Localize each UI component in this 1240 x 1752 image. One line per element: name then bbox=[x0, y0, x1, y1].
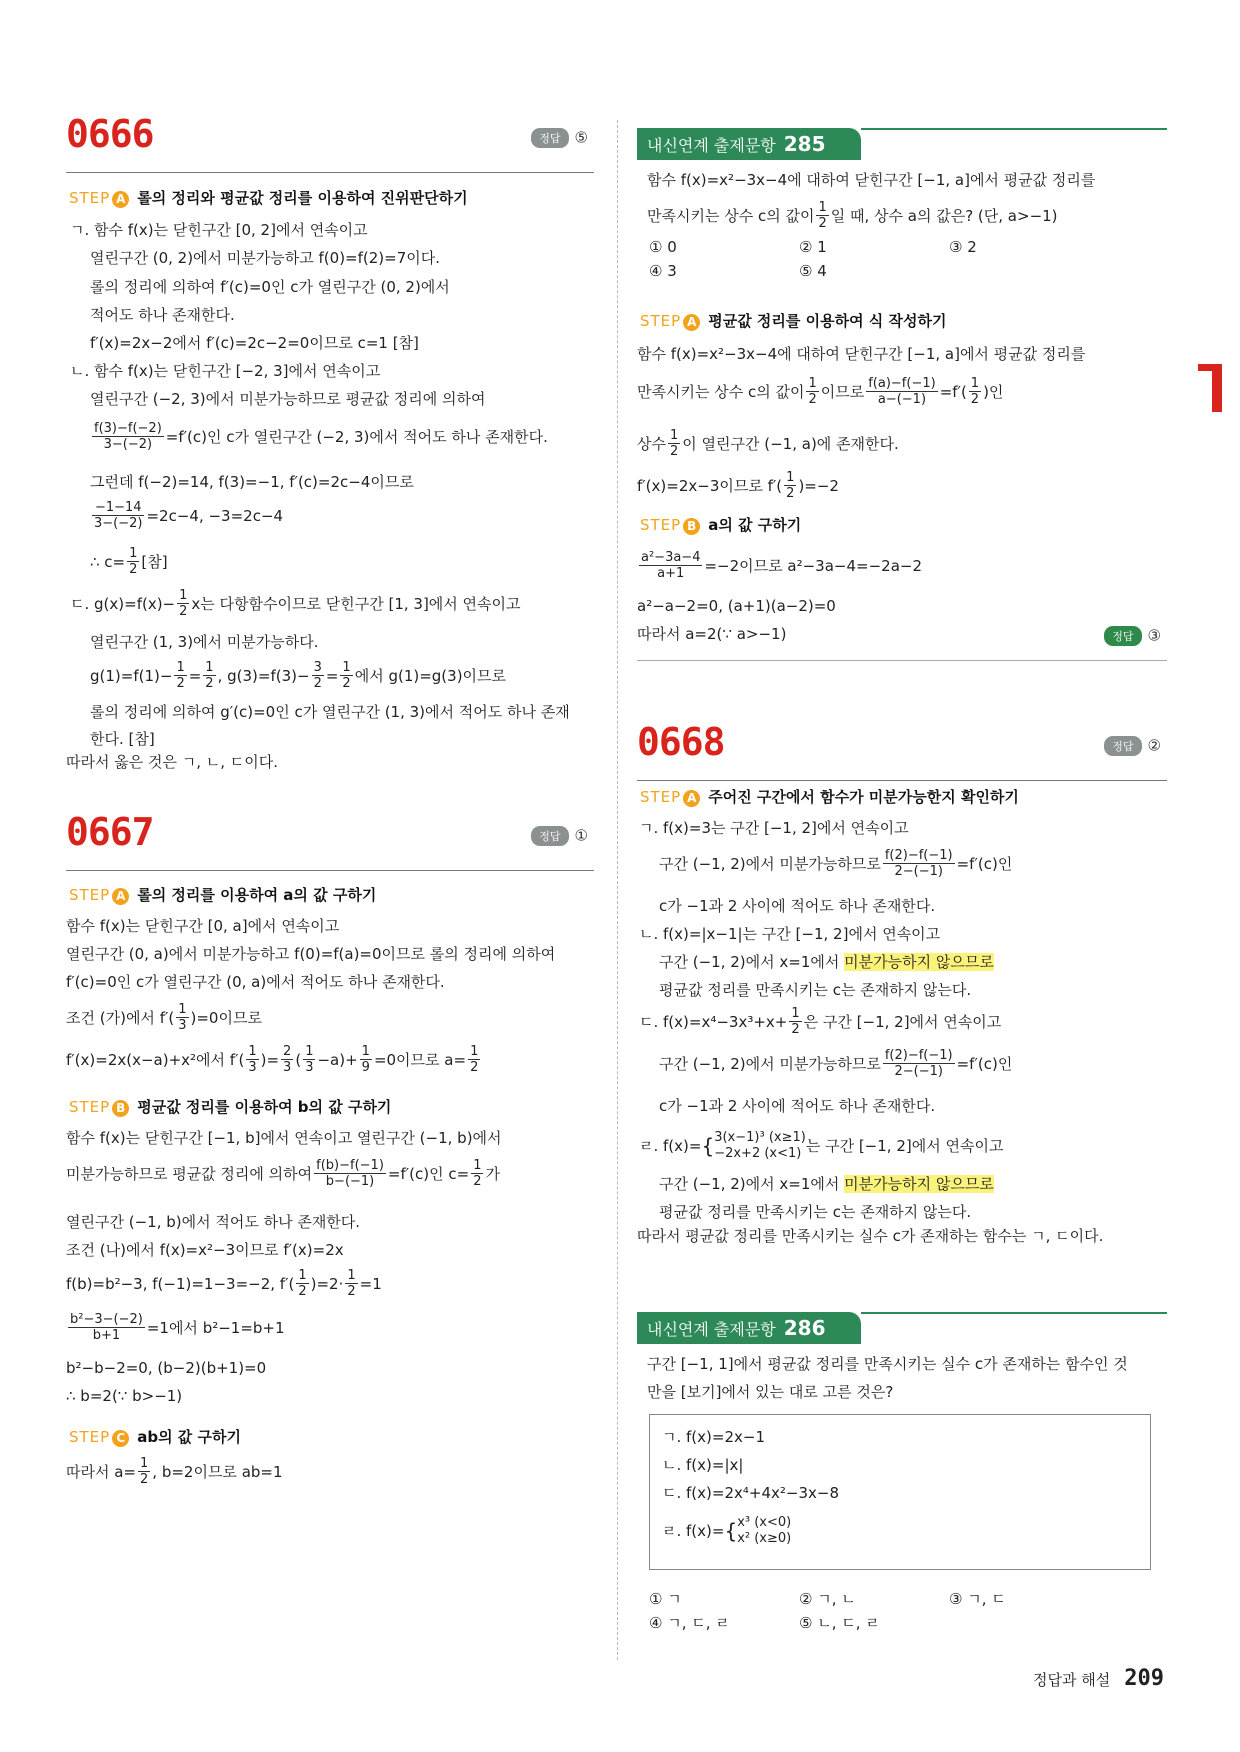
step-c-heading: STEP C ab의 값 구하기 bbox=[69, 1428, 241, 1446]
equation-line: ㄹ. f(x)={ 3(x−1)³ (x≥1) −2x+2 (x<1) 는 구간 [−1, 2]에서 연속이고 bbox=[639, 1130, 1004, 1161]
equation-line: 만족시키는 상수 c의 값이 $\frac{1}{2}$ 일 때, 상수 a의 값은? (단, a>−1) bbox=[647, 200, 1058, 231]
choice-5[interactable]: ⑤ 4 bbox=[799, 262, 827, 280]
choice-1[interactable]: ① 0 bbox=[649, 238, 677, 256]
text-line: 열린구간 (1, 3)에서 미분가능하다. bbox=[90, 633, 319, 651]
page-edge-tab bbox=[1212, 364, 1222, 412]
box-item: ㄴ. f(x)=|x| bbox=[662, 1456, 744, 1474]
answer: 정답 ③ bbox=[1104, 626, 1161, 646]
text-line: ㄱ. 함수 f(x)는 닫힌구간 [0, 2]에서 연속이고 bbox=[70, 221, 368, 239]
choice-2[interactable]: ② ㄱ, ㄴ bbox=[799, 1590, 856, 1608]
text-line: 함수 f(x)는 닫힌구간 [−1, b]에서 연속이고 열린구간 (−1, b)에서 bbox=[66, 1129, 502, 1147]
box-item: ㄱ. f(x)=2x−1 bbox=[662, 1428, 765, 1446]
equation-line: $\frac{\text{b²−3−(−2)}}{b+1}$ =1에서 b²−1=b+1 bbox=[70, 1312, 285, 1343]
answer: 정답 ② bbox=[1104, 736, 1161, 756]
text-line: 롤의 정리에 의하여 f′(c)=0인 c가 열린구간 (0, 2)에서 bbox=[90, 278, 450, 296]
text-line: 그런데 f(−2)=14, f(3)=−1, f′(c)=2c−4이므로 bbox=[90, 473, 414, 491]
text-line: 열린구간 (−1, b)에서 적어도 하나 존재한다. bbox=[66, 1213, 361, 1231]
equation-line: 미분가능하므로 평균값 정리에 의하여 $\frac{f(b)-f(-1)}{b-(-1)}$ =f′(c)인 c= $\frac{1}{2}$ 가 bbox=[66, 1158, 500, 1189]
highlight: 미분가능하지 않으므로 bbox=[844, 1175, 994, 1193]
choice-1[interactable]: ① ㄱ bbox=[649, 1590, 682, 1608]
section-rule bbox=[637, 660, 1167, 661]
page-number: 209 bbox=[1124, 1666, 1164, 1691]
text-line: f′(c)=0인 c가 열린구간 (0, a)에서 적어도 하나 존재한다. bbox=[66, 973, 445, 991]
choice-3[interactable]: ③ ㄱ, ㄷ bbox=[949, 1590, 1006, 1608]
text-line: ㄴ. 함수 f(x)는 닫힌구간 [−2, 3]에서 연속이고 bbox=[70, 362, 381, 380]
step-b-heading: STEP B 평균값 정리를 이용하여 b의 값 구하기 bbox=[69, 1098, 392, 1116]
text-line: 열린구간 (−2, 3)에서 미분가능하므로 평균값 정리에 의하여 bbox=[90, 390, 486, 408]
problem-0668-header bbox=[637, 720, 1167, 781]
text-line: 롤의 정리에 의하여 g′(c)=0인 c가 열린구간 (1, 3)에서 적어도 하나 존재 bbox=[90, 703, 570, 721]
text-line: 열린구간 (0, 2)에서 미분가능하고 f(0)=f(2)=7이다. bbox=[90, 249, 440, 267]
text-line: 구간 (−1, 2)에서 x=1에서 미분가능하지 않으므로 bbox=[659, 1175, 994, 1193]
text-line: a²−a−2=0, (a+1)(a−2)=0 bbox=[637, 597, 836, 615]
equation-line: f′(x)=2x(x−a)+x²에서 f′( $\frac{1}{3}$ )= $\frac{2}{3}$ ( $\frac{1}{3}$ −a)+ $\frac{1}{9}$ =0이므로 a= $\frac{1}{2}$ bbox=[66, 1044, 479, 1075]
text-line: 함수 f(x)=x²−3x−4에 대하여 닫힌구간 [−1, a]에서 평균값 정리를 bbox=[637, 345, 1086, 363]
text-line: ㄱ. f(x)=3는 구간 [−1, 2]에서 연속이고 bbox=[639, 819, 909, 837]
text-line: 구간 [−1, 1]에서 평균값 정리를 만족시키는 실수 c가 존재하는 함수인 것 bbox=[647, 1355, 1128, 1373]
equation-line: $\frac{-1-14}{3-(-2)}$ =2c−4, −3=2c−4 bbox=[94, 500, 284, 531]
step-a-heading: STEP A 평균값 정리를 이용하여 식 작성하기 bbox=[640, 312, 947, 330]
equation-line: 구간 (−1, 2)에서 미분가능하므로 $\frac{f(2)-f(-1)}{2-(-1)}$ =f′(c)인 bbox=[659, 1048, 1013, 1079]
text-line: 한다. [참] bbox=[90, 730, 155, 748]
answer: 정답 ⑤ bbox=[531, 128, 588, 148]
conclusion-line: 따라서 평균값 정리를 만족시키는 실수 c가 존재하는 함수는 ㄱ, ㄷ이다. bbox=[637, 1227, 1104, 1245]
footer-label: 정답과 해설 bbox=[1033, 1671, 1111, 1689]
problem-0666-header bbox=[66, 112, 594, 173]
problem-number: 0666 bbox=[66, 112, 154, 156]
equation-line: f′(x)=2x−3이므로 f′( $\frac{1}{2}$ )=−2 bbox=[637, 470, 839, 501]
step-a-heading: STEP A 롤의 정리를 이용하여 a의 값 구하기 bbox=[69, 886, 377, 904]
column-divider bbox=[617, 120, 618, 1660]
problem-number: 0667 bbox=[66, 810, 154, 854]
related-problem-286-banner: 내신연계 출제문항 286 bbox=[637, 1312, 1167, 1344]
text-line: 조건 (나)에서 f(x)=x²−3이므로 f′(x)=2x bbox=[66, 1241, 344, 1259]
equation-line: 구간 (−1, 2)에서 미분가능하므로 $\frac{f(2)-f(-1)}{2-(-1)}$ =f′(c)인 bbox=[659, 848, 1013, 879]
highlight: 미분가능하지 않으므로 bbox=[844, 953, 994, 971]
text-line: 열린구간 (0, a)에서 미분가능하고 f(0)=f(a)=0이므로 롤의 정리에 의하여 bbox=[66, 945, 556, 963]
step-b-heading: STEP B a의 값 구하기 bbox=[640, 516, 802, 534]
answer: 정답 ① bbox=[531, 826, 588, 846]
problem-number: 0668 bbox=[637, 720, 725, 764]
equation-line: $\frac{f(3)-f(-2)}{3-(-2)}$ =f′(c)인 c가 열린구간 (−2, 3)에서 적어도 하나 존재한다. bbox=[94, 421, 548, 452]
equation-line: f(b)=b²−3, f(−1)=1−3=−2, f′( $\frac{1}{2}$ )=2· $\frac{1}{2}$ =1 bbox=[66, 1268, 382, 1299]
example-box bbox=[649, 1414, 1151, 1570]
equation-line: 상수 $\frac{1}{2}$ 이 열린구간 (−1, a)에 존재한다. bbox=[637, 428, 899, 459]
text-line: 함수 f(x)는 닫힌구간 [0, a]에서 연속이고 bbox=[66, 917, 340, 935]
text-line: 함수 f(x)=x²−3x−4에 대하여 닫힌구간 [−1, a]에서 평균값 정리를 bbox=[647, 171, 1096, 189]
text-line: 적어도 하나 존재한다. bbox=[90, 306, 235, 324]
text-line: f′(x)=2x−2에서 f′(c)=2c−2=0이므로 c=1 [참] bbox=[90, 334, 419, 352]
step-a-heading: STEP A 롤의 정리와 평균값 정리를 이용하여 진위판단하기 bbox=[69, 189, 468, 207]
text-line: c가 −1과 2 사이에 적어도 하나 존재한다. bbox=[659, 897, 936, 915]
choice-3[interactable]: ③ 2 bbox=[949, 238, 977, 256]
text-line: 따라서 a=2(∵ a>−1) bbox=[637, 625, 787, 643]
equation-line: ∴ c= $\frac{1}{2}$ [참] bbox=[90, 546, 168, 577]
equation-line: ㄷ. f(x)=x⁴−3x³+x+ $\frac{1}{2}$ 은 구간 [−1, 2]에서 연속이고 bbox=[639, 1006, 1002, 1037]
page-footer bbox=[1033, 1666, 1164, 1691]
choice-4[interactable]: ④ 3 bbox=[649, 262, 677, 280]
text-line: 만을 [보기]에서 있는 대로 고른 것은? bbox=[647, 1383, 894, 1401]
equation-line: g(1)=f(1)− $\frac{1}{2}$ = $\frac{1}{2}$ , g(3)=f(3)− $\frac{3}{2}$ = $\frac{1}{2}$ 에서 g(1)=g(3)이므로 bbox=[90, 660, 507, 691]
text-line: c가 −1과 2 사이에 적어도 하나 존재한다. bbox=[659, 1097, 936, 1115]
text-line: ㄴ. f(x)=|x−1|는 구간 [−1, 2]에서 연속이고 bbox=[639, 925, 941, 943]
equation-line: 조건 (가)에서 f′( $\frac{1}{3}$ )=0이므로 bbox=[66, 1002, 262, 1033]
text-line: 평균값 정리를 만족시키는 c는 존재하지 않는다. bbox=[659, 1203, 972, 1221]
text-line: 구간 (−1, 2)에서 x=1에서 미분가능하지 않으므로 bbox=[659, 953, 994, 971]
box-item: ㄷ. f(x)=2x⁴+4x²−3x−8 bbox=[662, 1484, 839, 1502]
equation-line: ㄷ. g(x)=f(x)− $\frac{1}{2}$ x는 다항함수이므로 닫힌구간 [1, 3]에서 연속이고 bbox=[70, 588, 521, 619]
equation-line: 만족시키는 상수 c의 값이 $\frac{1}{2}$ 이므로 $\frac{f(a)-f(-1)}{a-(-1)}$ =f′( $\frac{1}{2}$ )인 bbox=[637, 376, 1004, 407]
choice-5[interactable]: ⑤ ㄴ, ㄷ, ㄹ bbox=[799, 1614, 880, 1632]
text-line: 평균값 정리를 만족시키는 c는 존재하지 않는다. bbox=[659, 981, 972, 999]
page-edge-tab-top bbox=[1198, 364, 1222, 371]
related-problem-285-banner: 내신연계 출제문항 285 bbox=[637, 128, 1167, 160]
box-item: ㄹ. f(x)={ x³ (x<0) x² (x≥0) bbox=[662, 1515, 792, 1546]
conclusion-line: 따라서 옳은 것은 ㄱ, ㄴ, ㄷ이다. bbox=[66, 753, 279, 771]
step-a-heading: STEP A 주어진 구간에서 함수가 미분가능한지 확인하기 bbox=[640, 788, 1019, 806]
equation-line: 따라서 a= $\frac{1}{2}$ , b=2이므로 ab=1 bbox=[66, 1456, 283, 1487]
text-line: ∴ b=2(∵ b>−1) bbox=[66, 1387, 183, 1405]
equation-line: $\frac{\text{a²−3a−4}}{a+1}$ =−2이므로 a²−3a−4=−2a−2 bbox=[641, 550, 923, 581]
text-line: b²−b−2=0, (b−2)(b+1)=0 bbox=[66, 1359, 267, 1377]
choice-4[interactable]: ④ ㄱ, ㄷ, ㄹ bbox=[649, 1614, 730, 1632]
choice-2[interactable]: ② 1 bbox=[799, 238, 827, 256]
problem-0667-header bbox=[66, 810, 594, 871]
